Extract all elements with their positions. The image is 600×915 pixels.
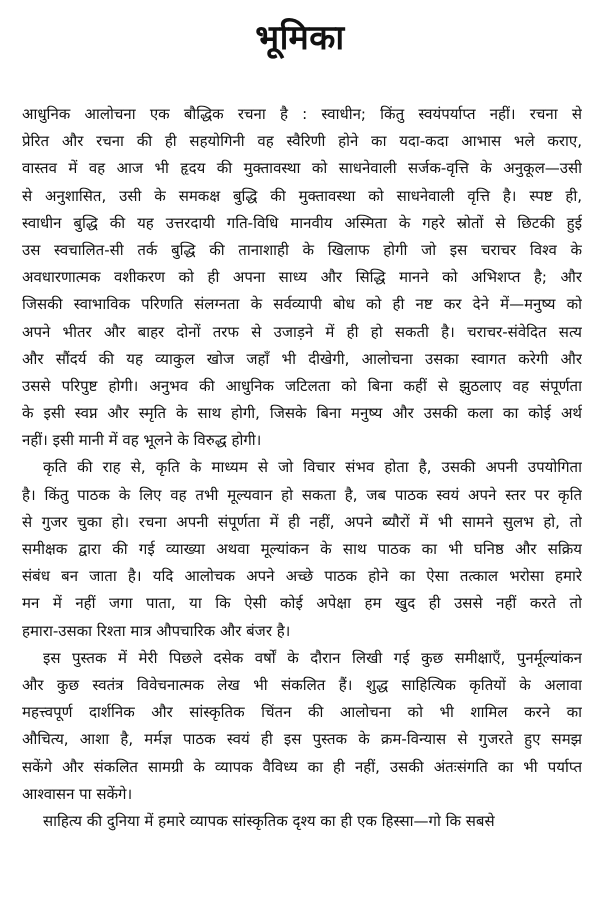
text-line: और सौंदर्य की यह व्याकुल खोज जहाँ भी दीखेगी, आलोचना उसका स्वागत करेगी और	[22, 349, 582, 368]
text-line: मन में नहीं जगा पाता, या कि ऐसी कोई अपेक्षा हम खुद ही उससे नहीं करते तो	[22, 594, 582, 613]
paragraph	[22, 101, 582, 454]
paragraph	[22, 808, 582, 835]
text-line: है। किंतु पाठक के लिए वह तभी मूल्यवान हो सकता है, जब पाठक स्वयं अपने स्तर पर कृति	[22, 485, 582, 504]
text-line: आश्वासन पा सकेंगे।	[22, 784, 133, 803]
text-line: सकेंगे और संकलित सामग्री के व्यापक वैविध्य का ही नहीं, उसकी अंतःसंगति का भी पर्याप्त	[22, 757, 582, 776]
text-line: से अनुशासित, उसी के समकक्ष बुद्धि की मुक्तावस्था को साधनेवाली वृत्ति है। स्पष्ट ही,	[22, 186, 582, 205]
text-line: के इसी स्वप्न और स्मृति के साथ होगी, जिसके बिना मनुष्य और उसकी कला का कोई अर्थ	[22, 404, 582, 423]
text-line: वास्तव में वह आज भी हृदय की मुक्तावस्था को साधनेवाली सर्जक-वृत्ति के अनुकूल—उसी	[22, 159, 582, 178]
text-line: और कुछ स्वतंत्र विवेचनात्मक लेख भी संकलित हैं। शुद्ध साहित्यिक कृतियों के अलावा	[22, 675, 582, 694]
text-line: स्वाधीन बुद्धि की यह उत्तरदायी गति-विधि मानवीय अस्मिता के गहरे स्रोतों से छिटकी हुई	[22, 213, 582, 232]
text-line: कृति की राह से, कृति के माध्यम से जो विचार संभव होता है, उसकी अपनी उपयोगिता	[43, 458, 582, 477]
text-line: जिसकी स्वाभाविक परिणति संलग्नता के सर्वव्यापी बोध को ही नष्ट कर देने में—मनुष्य को	[22, 295, 582, 314]
text-line: औचित्य, आशा है, मर्मज्ञ पाठक स्वयं ही इस पुस्तक के क्रम-विन्यास से गुजरते हुए समझ	[22, 730, 582, 749]
text-line: महत्त्वपूर्ण दार्शनिक और सांस्कृतिक चिंतन की आलोचना को भी शामिल करने का	[22, 703, 582, 722]
text-line: उस स्वचालित-सी तर्क बुद्धि की तानाशाही के खिलाफ होगी जो इस चराचर विश्व के	[22, 240, 582, 259]
body-text	[22, 101, 582, 835]
text-line: अवधारणात्मक वशीकरण को ही अपना साध्य और सिद्धि मानने को अभिशप्त है; और	[22, 268, 582, 287]
text-line: अपने भीतर और बाहर दोनों तरफ से उजाड़ने में ही हो सकती है। चराचर-संवेदित सत्य	[22, 322, 582, 341]
text-line: आधुनिक आलोचना एक बौद्धिक रचना है : स्वाधीन; किंतु स्वयंपर्याप्त नहीं। रचना से	[22, 105, 582, 123]
text-line: उससे परिपुष्ट होगी। अनुभव की आधुनिक जटिलता को बिना कहीं से झुठलाए वह संपूर्णता	[22, 376, 582, 395]
text-line: संबंध बन जाता है। यदि आलोचक अपने अच्छे पाठक होने का ऐसा तत्काल भरोसा हमारे	[22, 567, 582, 586]
paragraph	[22, 454, 582, 644]
text-line: इस पुस्तक में मेरी पिछले दसेक वर्षों के दौरान लिखी गई कुछ समीक्षाएँ, पुनर्मूल्यांकन	[43, 648, 582, 667]
text-line: नहीं। इसी मानी में वह भूलने के विरुद्ध होगी।	[22, 431, 262, 450]
paragraph	[22, 645, 582, 808]
text-line: साहित्य की दुनिया में हमारे व्यापक सांस्कृतिक दृश्य का ही एक हिस्सा—गो कि सबसे	[43, 811, 495, 830]
page-title: भूमिका	[255, 18, 345, 58]
text-line: हमारा-उसका रिश्ता मात्र औपचारिक और बंजर है।	[22, 621, 291, 640]
text-line: प्रेरित और रचना की ही सहयोगिनी वह स्वैरिणी होने का यदा-कदा आभास भले कराए,	[22, 132, 582, 151]
text-line: से गुजर चुका हो। रचना अपनी संपूर्णता में ही नहीं, अपने ब्यौरों में भी सामने सुलभ हो, तो	[22, 512, 582, 531]
text-line: समीक्षक द्वारा की गई व्याख्या अथवा मूल्यांकन के साथ पाठक का भी घनिष्ठ और सक्रिय	[22, 540, 582, 558]
